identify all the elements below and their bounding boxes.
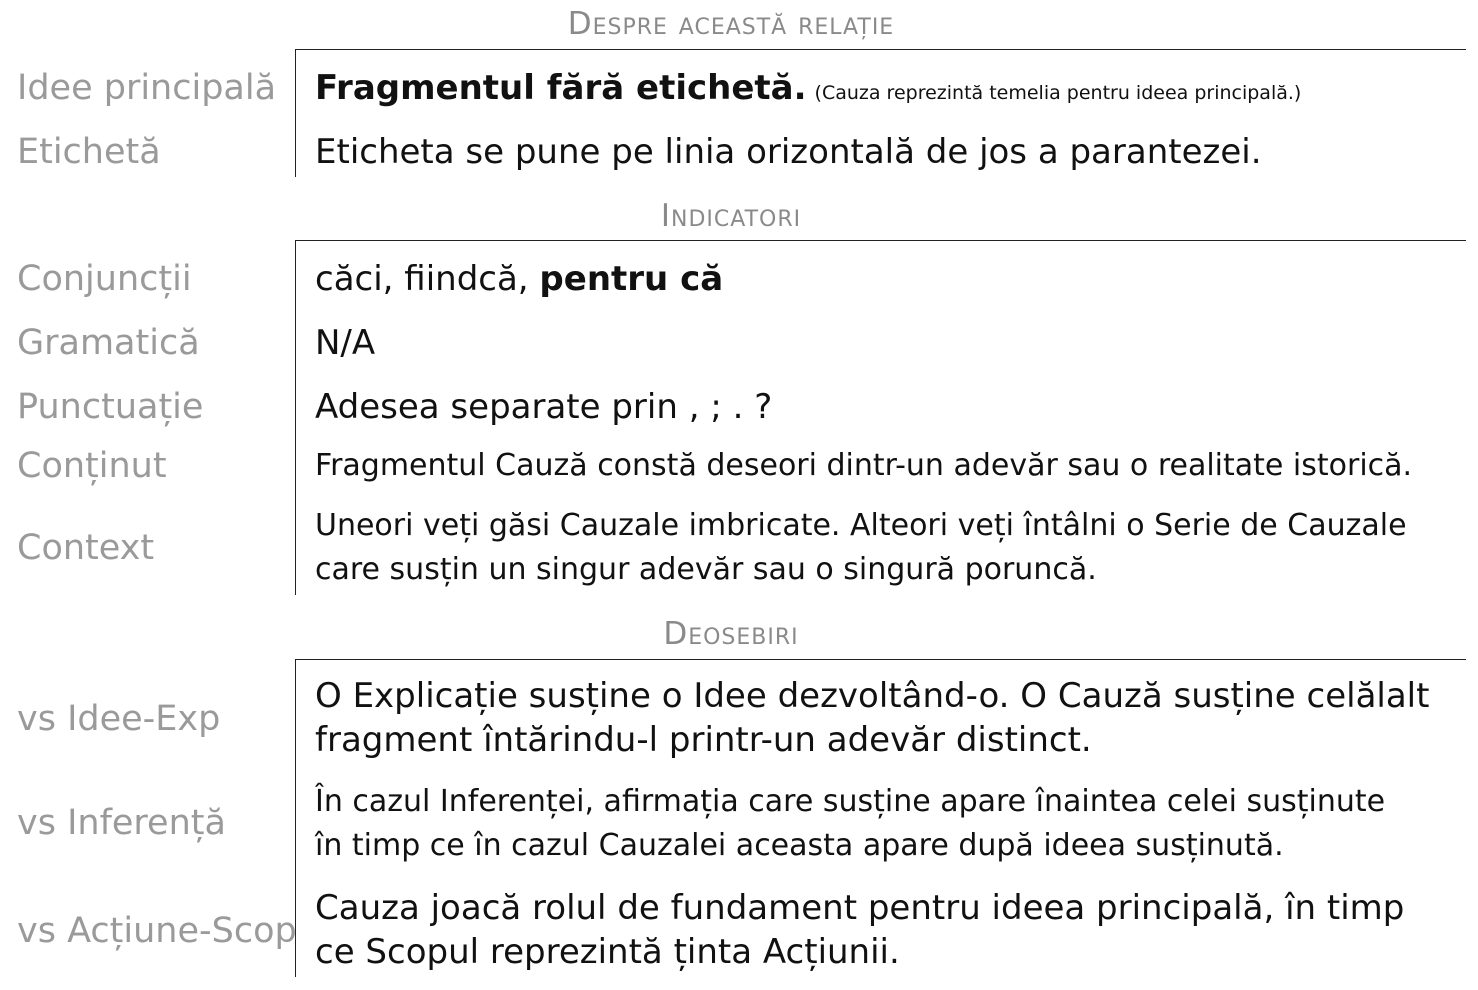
column-divider-indicators [295,240,296,595]
label-context: Context [17,528,155,568]
value-conjunctions [315,257,1445,301]
vs-idea-exp-line-2: fragment întărindu-l printr-un adevăr distinct. [315,720,1092,760]
value-grammar: N/A [315,323,376,363]
main-idea-note: (Cauza reprezintă temelia pentru ideea principală.) [814,82,1302,104]
vs-idea-exp-line-1: O Explicație susține o Idee dezvoltând-o. O Cauză susține celălalt [315,676,1430,716]
label-content: Conținut [17,446,167,486]
section-divider-indicators [296,240,1466,241]
conjunctions-plain-text: căci, fiindcă, [315,259,540,299]
section-title-differences: Deosebiri [663,616,799,652]
label-conjunctions: Conjuncții [17,259,192,299]
value-main-idea [315,66,1445,115]
label-vs-inference: vs Inferență [17,803,226,843]
value-vs-inference [315,780,1445,868]
value-vs-action-goal [315,886,1445,974]
value-punctuation: Adesea separate prin , ; . ? [315,387,773,427]
section-divider-about [296,49,1466,50]
main-idea-bold-text: Fragmentul fără etichetă. [315,68,807,108]
label-punctuation: Punctuație [17,387,204,427]
section-divider-differences [296,659,1466,660]
value-tag: Eticheta se pune pe linia orizontală de jos a parantezei. [315,132,1262,172]
vs-action-goal-line-2: ce Scopul reprezintă ținta Acțiunii. [315,932,900,972]
vs-inference-line-1: În cazul Inferenței, afirmația care susține apare înaintea celei susținute [315,784,1386,819]
label-vs-action-goal: vs Acțiune-Scop [17,911,297,951]
column-divider-about [295,49,296,177]
value-context [315,504,1445,592]
label-main-idea: Idee principală [17,68,277,108]
context-line-1: Uneori veți găsi Cauzale imbricate. Alteori veți întâlni o Serie de Cauzale [315,508,1407,543]
section-title-about: Despre această relație [567,6,895,42]
vs-action-goal-line-1: Cauza joacă rolul de fundament pentru ideea principală, în timp [315,888,1405,928]
value-content: Fragmentul Cauză constă deseori dintr-un adevăr sau o realitate istorică. [315,448,1413,483]
context-line-2: care susțin un singur adevăr sau o singură poruncă. [315,552,1097,587]
conjunctions-bold-text: pentru că [539,259,724,299]
vs-inference-line-2: în timp ce în cazul Cauzalei aceasta apare după ideea susținută. [315,828,1284,863]
label-grammar: Gramatică [17,323,200,363]
label-tag: Etichetă [17,132,161,172]
section-title-indicators: Indicatori [660,198,802,234]
value-vs-idea-exp [315,674,1445,762]
label-vs-idea-exp: vs Idee-Exp [17,699,221,739]
